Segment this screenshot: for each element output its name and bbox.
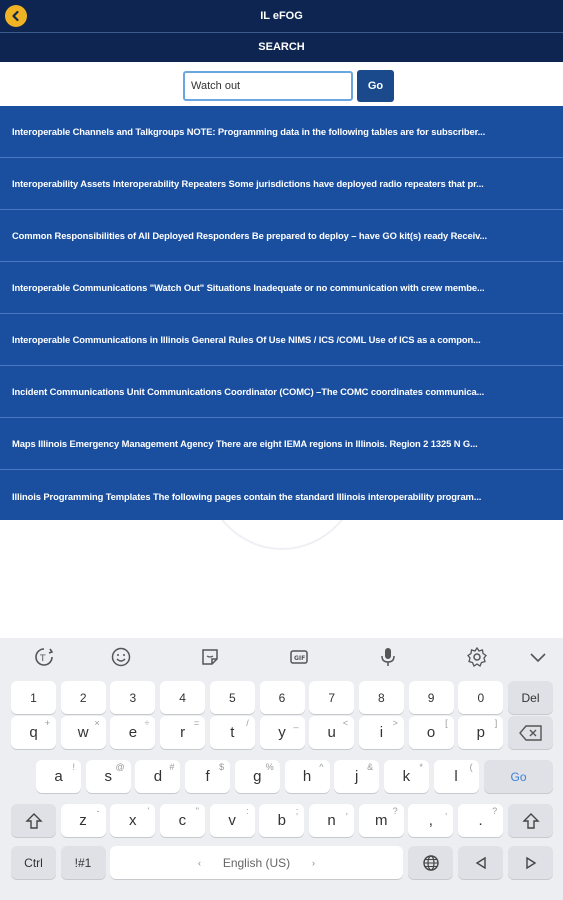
language-key[interactable] <box>408 846 453 879</box>
key-label: 8 <box>378 690 385 705</box>
result-text: Interoperability Assets Interoperability Repeaters Some jurisdictions have deployed radio repeaters that pr... <box>12 178 484 189</box>
key-secondary-label: , <box>345 806 348 816</box>
on-screen-keyboard <box>0 638 563 900</box>
key-label: e <box>128 724 138 741</box>
key-e[interactable] <box>110 716 155 749</box>
key-label: w <box>77 724 89 741</box>
key-label: , <box>428 812 433 829</box>
key-label: d <box>153 768 163 785</box>
backspace-icon <box>519 725 543 741</box>
result-item[interactable] <box>0 418 563 470</box>
delete-key[interactable] <box>508 681 553 714</box>
chevron-down-icon[interactable] <box>526 646 550 668</box>
key-x[interactable] <box>110 804 155 837</box>
search-section-header <box>0 32 563 62</box>
key-5[interactable] <box>210 681 255 714</box>
key-label: l <box>454 768 458 785</box>
keyboard-toolbar <box>0 638 563 676</box>
sticker-icon[interactable] <box>198 646 222 668</box>
go-key[interactable] <box>484 760 553 793</box>
triangle-left-icon <box>474 856 488 870</box>
chevron-left-icon: ‹ <box>198 857 201 868</box>
key-secondary-label: ( <box>469 762 473 772</box>
key-label: f <box>205 768 210 785</box>
key-z[interactable] <box>61 804 106 837</box>
background-seal-image <box>140 520 424 638</box>
key-secondary-label: ? <box>392 806 398 816</box>
key-secondary-label: $ <box>219 762 225 772</box>
search-row <box>0 62 563 106</box>
key-label: a <box>54 768 63 785</box>
text-transform-icon[interactable] <box>32 646 56 668</box>
key-secondary-label: - <box>96 806 100 816</box>
key-6[interactable] <box>260 681 305 714</box>
key-s[interactable] <box>86 760 131 793</box>
top-app-bar <box>0 0 563 32</box>
result-text: Interoperable Communications "Watch Out" Situations Inadequate or no communication with crew membe... <box>12 282 485 293</box>
key-secondary-label: ' <box>147 806 150 816</box>
key-label: x <box>128 812 137 829</box>
key-3[interactable] <box>110 681 155 714</box>
key-secondary-label: = <box>193 718 200 728</box>
key-d[interactable] <box>135 760 180 793</box>
search-input[interactable] <box>183 71 353 101</box>
key-secondary-label: [ <box>445 718 448 728</box>
key-l[interactable] <box>434 760 479 793</box>
key-i[interactable] <box>359 716 404 749</box>
search-title: SEARCH <box>258 41 305 53</box>
key-secondary-label: < <box>342 718 349 728</box>
result-item[interactable] <box>0 470 563 522</box>
key-label: h <box>302 768 312 785</box>
key-secondary-label: : <box>246 806 249 816</box>
key-secondary-label: ] <box>494 718 498 728</box>
period-key[interactable] <box>458 804 503 837</box>
key-u[interactable] <box>309 716 354 749</box>
key-9[interactable] <box>409 681 454 714</box>
key-label: o <box>426 724 436 741</box>
key-label: i <box>379 724 384 741</box>
key-secondary-label: % <box>265 762 274 772</box>
key-label: j <box>355 768 359 785</box>
key-label: 6 <box>278 690 286 705</box>
result-text: Common Responsibilities of All Deployed Responders Be prepared to deploy – have GO kit(s) ready Receiv... <box>12 230 488 241</box>
shift-key-right[interactable] <box>508 804 553 837</box>
key-label: g <box>253 768 262 785</box>
key-label: b <box>277 812 286 829</box>
key-secondary-label: ^ <box>319 762 324 772</box>
key-secondary-label: & <box>367 762 374 772</box>
key-label: 7 <box>328 690 336 705</box>
backspace-key[interactable] <box>508 716 553 749</box>
space-key[interactable] <box>110 846 403 879</box>
key-k[interactable] <box>384 760 429 793</box>
result-text: Interoperable Channels and Talkgroups NOTE: Programming data in the following tables are for subscriber... <box>12 126 486 137</box>
key-h[interactable] <box>285 760 330 793</box>
shift-icon <box>522 812 540 830</box>
key-secondary-label: , <box>444 806 448 816</box>
key-secondary-label: * <box>419 762 423 772</box>
key-label: t <box>230 724 235 741</box>
key-label: z <box>79 812 87 829</box>
key-m[interactable] <box>359 804 404 837</box>
result-text: Illinois Programming Templates The following pages contain the standard Illinois interoperability program... <box>12 490 482 502</box>
result-text: Incident Communications Unit Communications Coordinator (COMC) –The COMC coordinates communica... <box>12 386 485 397</box>
result-item[interactable] <box>0 262 563 314</box>
results-list <box>0 106 563 520</box>
key-o[interactable] <box>409 716 454 749</box>
key-label: u <box>327 724 336 741</box>
key-secondary-label: / <box>246 718 249 728</box>
key-label: . <box>478 812 483 829</box>
key-secondary-label: × <box>94 718 100 728</box>
app-title: IL eFOG <box>260 10 303 22</box>
shift-key[interactable] <box>11 804 56 837</box>
key-label: p <box>476 724 485 741</box>
key-label: m <box>374 812 388 829</box>
key-label: 2 <box>79 690 87 705</box>
key-1[interactable] <box>11 681 56 714</box>
result-text: Interoperable Communications in Illinois General Rules Of Use NIMS / ICS /COML Use of ICS as a compon... <box>12 334 481 345</box>
symbols-key[interactable] <box>61 846 106 879</box>
result-text: Maps Illinois Emergency Management Agency There are eight IEMA regions in Illinois. Region 2 1325 N G... <box>12 438 478 449</box>
key-secondary-label: ; <box>295 806 299 816</box>
key-8[interactable] <box>359 681 404 714</box>
result-item[interactable] <box>0 106 563 158</box>
key-c[interactable] <box>160 804 205 837</box>
key-label: 9 <box>427 690 435 705</box>
chevron-right-icon: › <box>312 857 315 868</box>
key-label: English (US) <box>222 855 291 870</box>
key-label: Del <box>521 690 540 705</box>
key-label: n <box>327 812 336 829</box>
key-label: r <box>180 724 186 741</box>
key-label: v <box>228 812 236 829</box>
key-b[interactable] <box>259 804 304 837</box>
key-secondary-label: " <box>195 806 199 816</box>
key-label: y <box>278 724 286 741</box>
key-j[interactable] <box>334 760 379 793</box>
key-secondary-label: + <box>44 718 50 728</box>
triangle-right-icon <box>524 856 538 870</box>
key-y[interactable] <box>260 716 305 749</box>
key-secondary-label: ! <box>72 762 75 772</box>
key-secondary-label: @ <box>115 762 125 772</box>
result-item[interactable] <box>0 210 563 262</box>
key-label: q <box>29 724 38 741</box>
key-label: c <box>178 812 187 829</box>
key-f[interactable] <box>185 760 230 793</box>
key-2[interactable] <box>61 681 106 714</box>
key-7[interactable] <box>309 681 354 714</box>
result-item[interactable] <box>0 158 563 210</box>
key-label: 4 <box>179 690 186 705</box>
gif-icon[interactable] <box>287 646 311 668</box>
cursor-right-key[interactable] <box>508 846 553 879</box>
key-4[interactable] <box>160 681 205 714</box>
key-label: 0 <box>477 690 485 705</box>
key-label: Go <box>510 769 527 784</box>
key-secondary-label: _ <box>293 718 299 728</box>
key-label: 3 <box>129 690 137 705</box>
result-item[interactable] <box>0 366 563 418</box>
microphone-icon[interactable] <box>376 646 400 668</box>
key-a[interactable] <box>36 760 81 793</box>
key-label: Ctrl <box>24 855 43 870</box>
settings-icon[interactable] <box>465 646 489 668</box>
result-item[interactable] <box>0 314 563 366</box>
key-secondary-label: ? <box>492 806 498 816</box>
key-n[interactable] <box>309 804 354 837</box>
svg-text:GIF: GIF <box>294 655 306 662</box>
comma-key[interactable] <box>408 804 453 837</box>
ctrl-key[interactable] <box>11 846 56 879</box>
key-t[interactable] <box>210 716 255 749</box>
globe-icon <box>422 854 440 872</box>
emoji-icon[interactable] <box>109 646 133 668</box>
go-button[interactable]: Go <box>357 70 394 102</box>
key-secondary-label: ÷ <box>144 718 150 728</box>
key-q[interactable] <box>11 716 56 749</box>
key-label: k <box>402 768 411 785</box>
key-secondary-label: # <box>169 762 175 772</box>
key-0[interactable] <box>458 681 503 714</box>
key-g[interactable] <box>235 760 280 793</box>
key-p[interactable] <box>458 716 503 749</box>
svg-text:T: T <box>40 654 46 664</box>
cursor-left-key[interactable] <box>458 846 503 879</box>
key-secondary-label: > <box>392 718 398 728</box>
key-r[interactable] <box>160 716 205 749</box>
key-v[interactable] <box>210 804 255 837</box>
key-label: 5 <box>228 690 236 705</box>
shift-icon <box>25 812 43 830</box>
key-w[interactable] <box>61 716 106 749</box>
key-label: s <box>104 768 112 785</box>
key-label: !#1 <box>74 855 92 870</box>
key-label: 1 <box>30 690 37 705</box>
